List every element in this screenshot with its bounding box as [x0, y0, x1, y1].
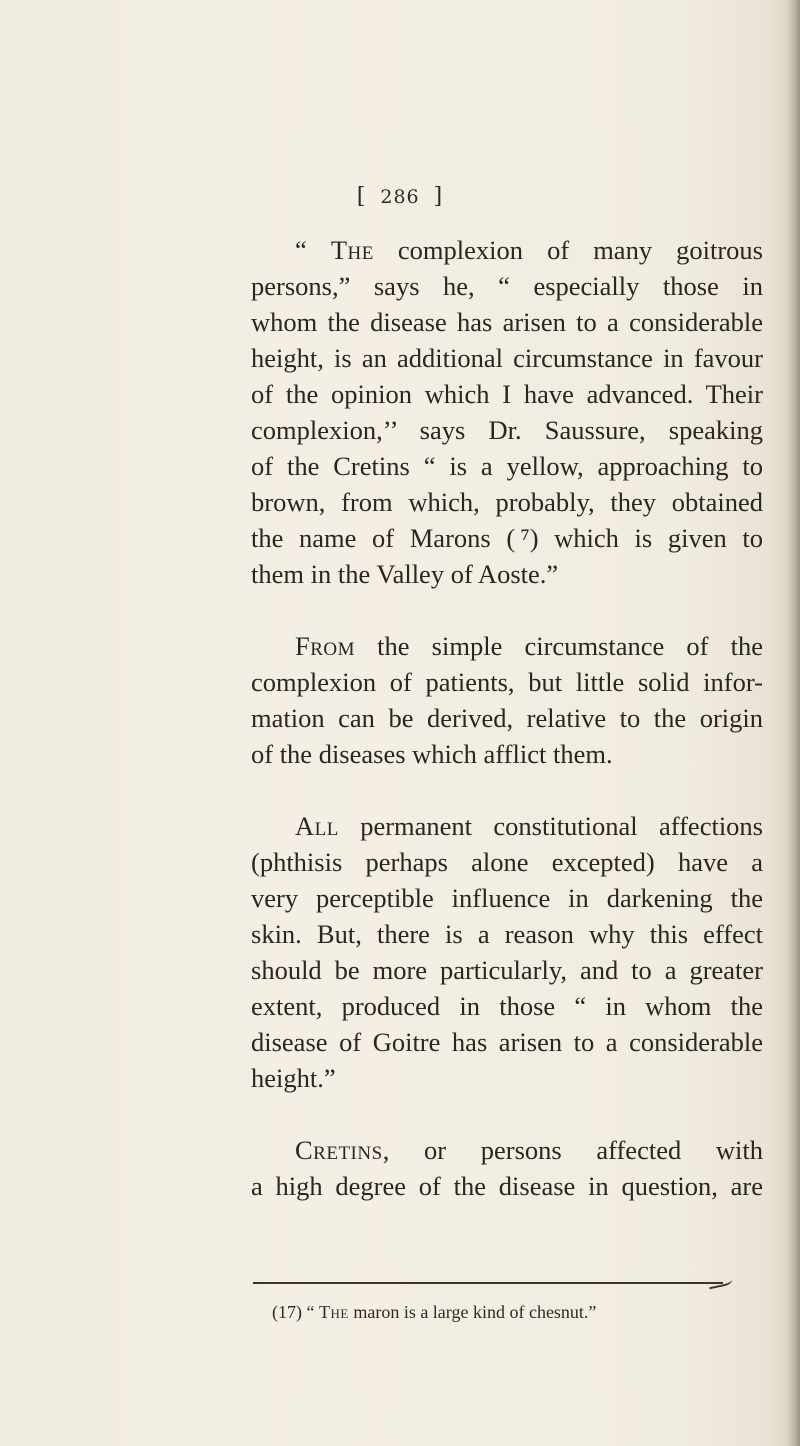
- text-line: height, is an additional circumstance in favour: [251, 343, 763, 373]
- footnote: [272, 1302, 596, 1323]
- footnote-marker: (17): [272, 1302, 302, 1322]
- footnote-divider: [253, 1282, 723, 1284]
- text-line: whom the disease has arisen to a considerable: [251, 307, 763, 337]
- lead-word: The: [319, 1302, 349, 1322]
- text-line: height.”: [251, 1063, 336, 1093]
- paragraph-simple-circumstance: [251, 628, 763, 772]
- page-number: [0, 184, 800, 209]
- text-line: of the opinion which I have advanced. Their: [251, 379, 763, 409]
- text-line: of the Cretins “ is a yellow, approaching to: [251, 451, 763, 481]
- text-line: skin. But, there is a reason why this effect: [251, 919, 763, 949]
- text-line: “ The complexion of many goitrous: [295, 235, 763, 265]
- paragraph-complexion-quote: [251, 232, 763, 592]
- text-line: should be more particularly, and to a greater: [251, 955, 763, 985]
- text-line: extent, produced in those “ in whom the: [251, 991, 763, 1021]
- lead-word: The: [330, 235, 374, 265]
- page-number-value: 286: [380, 186, 420, 208]
- lead-word: From: [295, 631, 356, 661]
- paragraph-constitutional-affections: [251, 808, 763, 1096]
- text-line: the name of Marons ( ⁷) which is given to: [251, 523, 763, 553]
- text-line: complexion,’’ says Dr. Saussure, speaking: [251, 415, 763, 445]
- lead-word: Cretins: [295, 1135, 383, 1165]
- page-edge-shadow: [786, 0, 800, 1446]
- text-line: Cretins, or persons affected with: [295, 1135, 763, 1165]
- page-number-left-bracket: [: [356, 184, 367, 209]
- text-line: All permanent constitutional affections: [295, 811, 763, 841]
- footnote-divider-flourish: [707, 1273, 733, 1290]
- text-line: brown, from which, probably, they obtained: [251, 487, 763, 517]
- text-line: very perceptible influence in darkening the: [251, 883, 763, 913]
- lead-word: All: [295, 811, 339, 841]
- page-number-right-bracket: ]: [433, 184, 444, 209]
- text-line: complexion of patients, but little solid infor-: [251, 667, 763, 697]
- paragraph-cretins: [251, 1132, 763, 1204]
- text-line: From the simple circumstance of the: [295, 631, 763, 661]
- body-text: [251, 232, 763, 1204]
- text-line: of the diseases which afflict them.: [251, 739, 613, 769]
- text-line: (phthisis perhaps alone excepted) have a: [251, 847, 763, 877]
- text-line: mation can be derived, relative to the origin: [251, 703, 763, 733]
- text-line: them in the Valley of Aoste.”: [251, 559, 559, 589]
- footnote-text: “ The maron is a large kind of chesnut.”: [306, 1302, 597, 1322]
- text-line: persons,” says he, “ especially those in: [251, 271, 763, 301]
- text-line: a high degree of the disease in question, are: [251, 1171, 763, 1201]
- text-line: disease of Goitre has arisen to a considerable: [251, 1027, 763, 1057]
